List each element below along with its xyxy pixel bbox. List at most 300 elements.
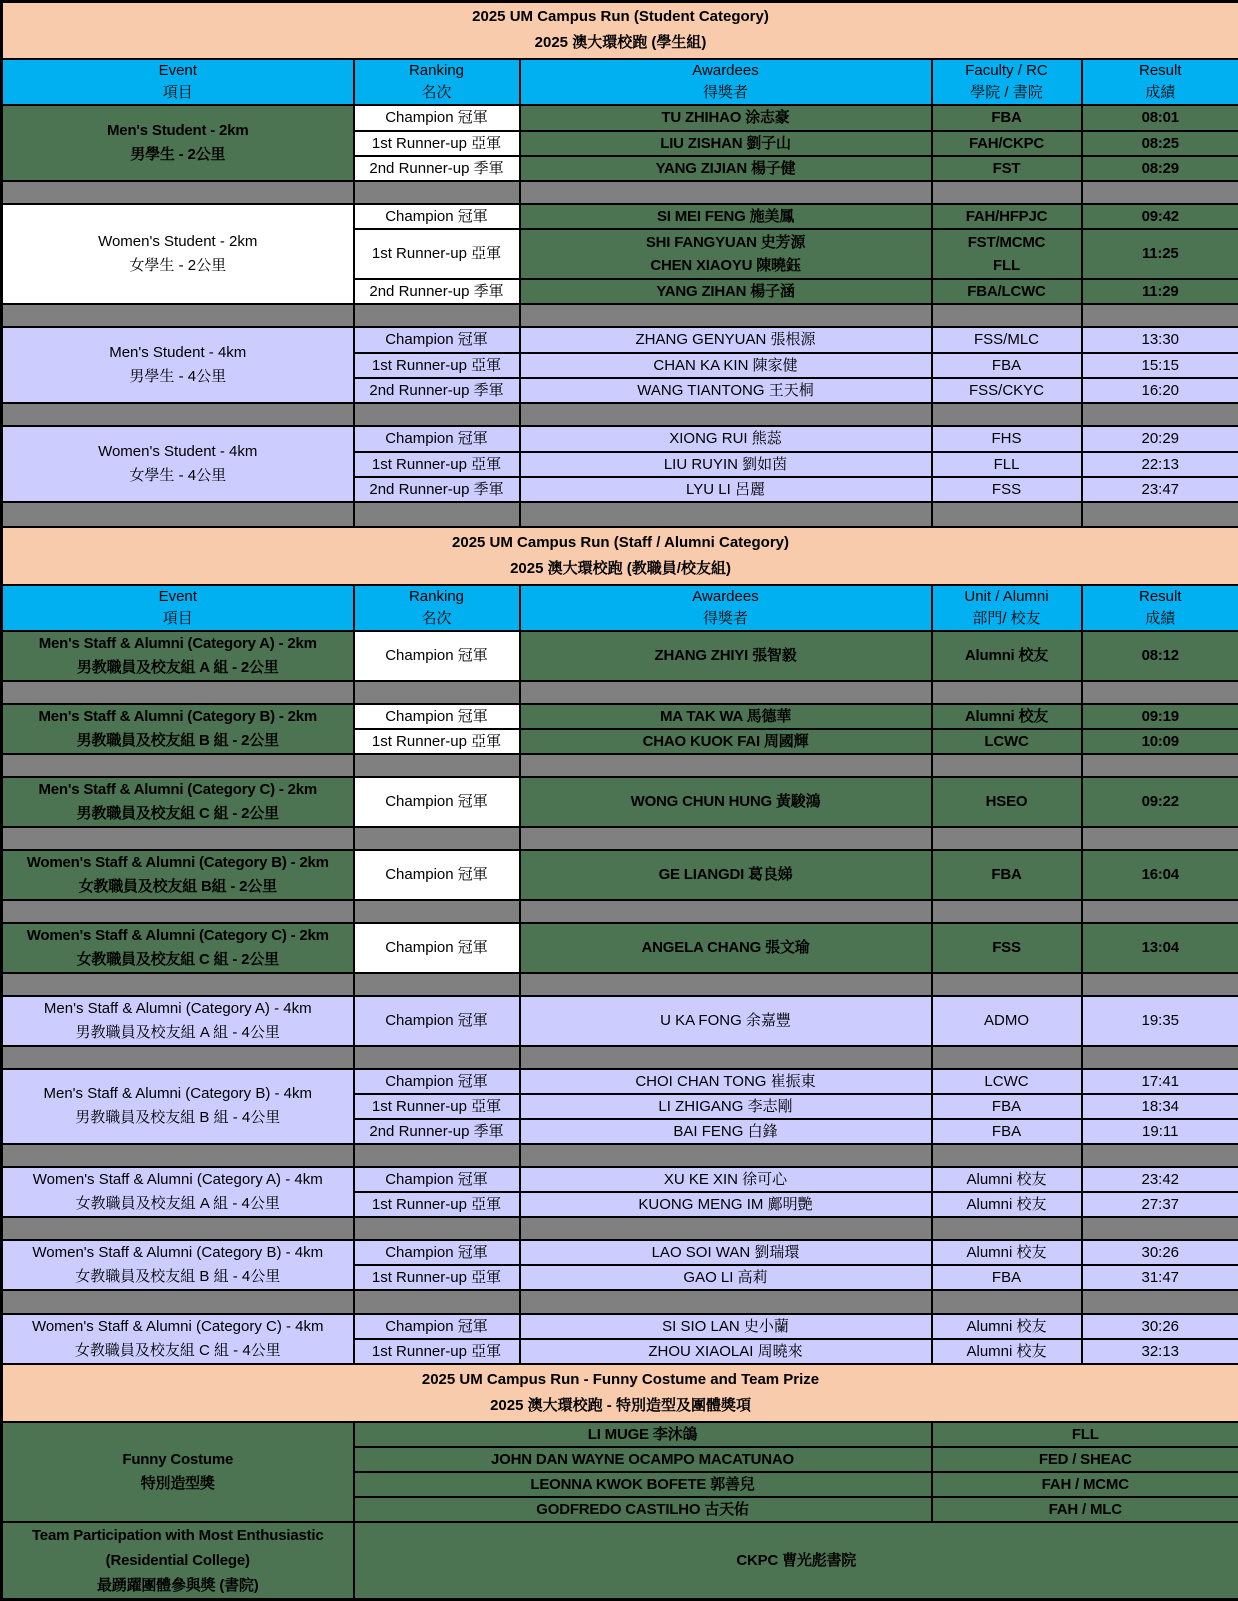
separator-cell: [2, 973, 354, 996]
awardee-cell-text: GAO LI 高莉: [521, 1266, 931, 1289]
ranking-cell-text: Champion 冠軍: [355, 205, 519, 228]
separator-cell: [1082, 973, 1238, 996]
result-cell-text: 22:13: [1083, 453, 1238, 476]
unit-cell: [932, 105, 1082, 131]
unit-cell-text: FBA: [933, 1120, 1081, 1143]
winner-cell: [354, 1522, 1238, 1600]
separator-cell: [2, 1046, 354, 1069]
unit-cell: [932, 1265, 1082, 1290]
result-cell-text: 31:47: [1083, 1266, 1238, 1289]
awardee-cell: [520, 1192, 932, 1217]
ranking-cell-text: 1st Runner-up 亞軍: [355, 132, 519, 155]
result-cell-text: 20:29: [1083, 427, 1238, 450]
column-header-result: [1082, 59, 1238, 105]
separator-cell: [520, 1046, 932, 1069]
separator-cell: [932, 1217, 1082, 1240]
event-cell-text: Funny Costume: [3, 1448, 353, 1472]
result-cell-text: 11:25: [1083, 242, 1238, 265]
ranking-cell: [354, 1119, 520, 1144]
event-cell-text: Men's Staff & Alumni (Category C) - 2km: [3, 778, 353, 802]
event-cell-text: 男教職員及校友組 B 組 - 2公里: [3, 729, 353, 753]
ranking-cell-text: Champion 冠軍: [355, 328, 519, 351]
unit-cell-text: FBA: [933, 863, 1081, 886]
awardee-cell: [520, 1094, 932, 1119]
ranking-cell-text: Champion 冠軍: [355, 1168, 519, 1191]
awardee-cell-text: WONG CHUN HUNG 黃駿鴻: [521, 790, 931, 813]
ranking-cell: [354, 426, 520, 452]
unit-cell: [932, 1192, 1082, 1217]
unit-cell-text: FBA: [933, 354, 1081, 377]
ranking-cell-text: 1st Runner-up 亞軍: [355, 1095, 519, 1118]
separator-cell: [520, 754, 932, 777]
result-cell-text: 08:12: [1083, 644, 1238, 667]
separator-cell: [520, 181, 932, 204]
awardee-cell: [520, 105, 932, 131]
ranking-cell-text: 1st Runner-up 亞軍: [355, 242, 519, 265]
separator-cell: [1082, 1290, 1238, 1314]
awardee-cell-text: ZHOU XIAOLAI 周曉來: [521, 1340, 931, 1363]
separator-cell: [520, 502, 932, 527]
result-cell-text: 19:11: [1083, 1120, 1238, 1143]
separator-cell: [1082, 754, 1238, 777]
ranking-cell: [354, 452, 520, 477]
awardee-cell: [520, 156, 932, 181]
ranking-cell: [354, 1094, 520, 1119]
awardee-cell: [520, 279, 932, 304]
unit-cell-text: Alumni 校友: [933, 1193, 1081, 1216]
unit-cell-text: Alumni 校友: [933, 644, 1081, 667]
separator-cell: [1082, 827, 1238, 850]
category-title-text: 2025 澳大環校跑 - 特別造型及團體獎項: [3, 1393, 1238, 1419]
column-header-unit-text: Faculty / RC: [933, 60, 1081, 82]
result-cell: [1082, 1265, 1238, 1290]
event-cell-text: 女教職員及校友組 A 組 - 4公里: [3, 1192, 353, 1216]
separator-cell: [2, 1144, 354, 1167]
separator-cell: [354, 1046, 520, 1069]
ranking-cell-text: 2nd Runner-up 季軍: [355, 157, 519, 180]
result-cell: [1082, 477, 1238, 502]
separator-row: [2, 1290, 1238, 1314]
unit-cell: [932, 1094, 1082, 1119]
event-cell: [2, 1522, 354, 1600]
ranking-cell-text: Champion 冠軍: [355, 1009, 519, 1032]
ranking-cell: [354, 156, 520, 181]
unit-cell-text: Alumni 校友: [933, 705, 1081, 728]
result-cell-text: 16:20: [1083, 379, 1238, 402]
ranking-cell-text: Champion 冠軍: [355, 863, 519, 886]
separator-row: [2, 403, 1238, 426]
separator-cell: [2, 900, 354, 923]
separator-row: [2, 900, 1238, 923]
category-title-text: 2025 澳大環校跑 (教職員/校友組): [3, 556, 1238, 582]
separator-cell: [2, 502, 354, 527]
event-cell-text: 女教職員及校友組 C 組 - 2公里: [3, 948, 353, 972]
unit-cell: [932, 704, 1082, 729]
column-header-awardees-text: Awardees: [521, 60, 931, 82]
ranking-cell: [354, 1240, 520, 1265]
unit-cell-text: FAH/HFPJC: [933, 205, 1081, 228]
awardee-cell-text: CHOI CHAN TONG 崔振東: [521, 1070, 931, 1093]
unit-cell: [932, 1339, 1082, 1364]
result-row: [2, 204, 1238, 229]
result-row: [2, 1240, 1238, 1265]
result-cell: [1082, 426, 1238, 452]
ranking-cell-text: Champion 冠軍: [355, 1315, 519, 1338]
separator-cell: [354, 1290, 520, 1314]
separator-cell: [520, 304, 932, 327]
column-header-row: [2, 585, 1238, 631]
column-header-ranking: [354, 59, 520, 105]
column-header-result-text: 成績: [1083, 608, 1238, 630]
awardee-cell-text: YANG ZIJIAN 楊子健: [521, 157, 931, 180]
awardee-cell-text: XU KE XIN 徐可心: [521, 1168, 931, 1191]
event-cell-text: Women's Staff & Alumni (Category A) - 4km: [3, 1168, 353, 1192]
awardee-cell: [520, 704, 932, 729]
separator-row: [2, 181, 1238, 204]
event-cell-text: Men's Staff & Alumni (Category B) - 2km: [3, 705, 353, 729]
separator-cell: [932, 181, 1082, 204]
unit-cell: [932, 1069, 1082, 1094]
unit-cell: [932, 378, 1082, 403]
awardee-cell-text: MA TAK WA 馬德華: [521, 705, 931, 728]
unit-cell: [932, 1119, 1082, 1144]
awardee-cell: [520, 426, 932, 452]
result-row: [2, 777, 1238, 827]
awardee-cell: [520, 452, 932, 477]
separator-row: [2, 1144, 1238, 1167]
unit-cell: [932, 1240, 1082, 1265]
result-row: [2, 327, 1238, 353]
awardee-cell-text: LYU LI 呂麗: [521, 478, 931, 501]
result-cell-text: 23:42: [1083, 1168, 1238, 1191]
separator-cell: [1082, 304, 1238, 327]
separator-row: [2, 1046, 1238, 1069]
result-row: [2, 1314, 1238, 1339]
event-cell: [2, 996, 354, 1046]
column-header-awardees: [520, 585, 932, 631]
result-cell-text: 30:26: [1083, 1241, 1238, 1264]
result-row: [2, 631, 1238, 681]
unit-cell-text: FLL: [933, 254, 1081, 277]
event-cell-text: 女學生 - 4公里: [3, 464, 353, 488]
event-cell-text: Men's Student - 4km: [3, 341, 353, 365]
ranking-cell: [354, 131, 520, 156]
column-header-ranking: [354, 585, 520, 631]
event-cell: [2, 105, 354, 181]
unit-cell-text: LCWC: [933, 1070, 1081, 1093]
event-cell-text: 男教職員及校友組 A 組 - 2公里: [3, 656, 353, 680]
result-cell: [1082, 1339, 1238, 1364]
ranking-cell: [354, 327, 520, 353]
awardee-cell-text: GE LIANGDI 葛良娣: [521, 863, 931, 886]
unit-cell-text: FED / SHEAC: [933, 1448, 1238, 1471]
awardee-cell-text: ZHANG GENYUAN 張根源: [521, 328, 931, 351]
event-cell-text: 女教職員及校友組 C 組 - 4公里: [3, 1339, 353, 1363]
column-header-unit-text: 部門/ 校友: [933, 608, 1081, 630]
result-cell: [1082, 156, 1238, 181]
result-cell-text: 27:37: [1083, 1193, 1238, 1216]
result-cell: [1082, 1167, 1238, 1192]
awardee-cell: [354, 1447, 932, 1472]
column-header-row: [2, 59, 1238, 105]
ranking-cell: [354, 1339, 520, 1364]
ranking-cell: [354, 1167, 520, 1192]
awardee-cell-text: ZHANG ZHIYI 張智毅: [521, 644, 931, 667]
result-cell: [1082, 850, 1238, 900]
unit-cell-text: FST/MCMC: [933, 231, 1081, 254]
separator-cell: [932, 304, 1082, 327]
result-row: [2, 105, 1238, 131]
awardee-cell: [520, 996, 932, 1046]
separator-cell: [520, 403, 932, 426]
separator-cell: [932, 973, 1082, 996]
unit-cell: [932, 156, 1082, 181]
result-cell-text: 19:35: [1083, 1009, 1238, 1032]
awardee-cell-text: GODFREDO CASTILHO 古天佑: [355, 1498, 931, 1521]
result-cell-text: 32:13: [1083, 1340, 1238, 1363]
awardee-cell-text: CHAN KA KIN 陳家健: [521, 354, 931, 377]
awardee-cell-text: U KA FONG 余嘉豐: [521, 1009, 931, 1032]
separator-cell: [520, 1144, 932, 1167]
ranking-cell: [354, 279, 520, 304]
separator-cell: [354, 754, 520, 777]
event-cell: [2, 1240, 354, 1290]
separator-cell: [354, 181, 520, 204]
separator-row: [2, 1217, 1238, 1240]
result-cell-text: 13:30: [1083, 328, 1238, 351]
separator-cell: [1082, 681, 1238, 704]
column-header-unit-text: 學院 / 書院: [933, 82, 1081, 104]
separator-row: [2, 827, 1238, 850]
ranking-cell: [354, 1265, 520, 1290]
separator-row: [2, 754, 1238, 777]
result-cell-text: 08:29: [1083, 157, 1238, 180]
result-cell: [1082, 1192, 1238, 1217]
result-cell: [1082, 105, 1238, 131]
awardee-cell-text: LI ZHIGANG 李志剛: [521, 1095, 931, 1118]
separator-cell: [1082, 181, 1238, 204]
unit-cell: [932, 850, 1082, 900]
event-cell-text: (Residential College): [3, 1548, 353, 1573]
awardee-cell: [520, 204, 932, 229]
result-cell-text: 30:26: [1083, 1315, 1238, 1338]
event-cell-text: 男學生 - 4公里: [3, 365, 353, 389]
awardee-cell: [520, 378, 932, 403]
awardee-cell: [520, 631, 932, 681]
category-title-text: 2025 UM Campus Run - Funny Costume and Team Prize: [3, 1367, 1238, 1393]
awardee-cell: [520, 131, 932, 156]
unit-cell-text: Alumni 校友: [933, 1315, 1081, 1338]
unit-cell: [932, 1472, 1238, 1497]
event-cell-text: Women's Staff & Alumni (Category B) - 2km: [3, 851, 353, 875]
event-cell-text: Men's Staff & Alumni (Category A) - 2km: [3, 632, 353, 656]
awardee-cell-text: LAO SOI WAN 劉瑞環: [521, 1241, 931, 1264]
ranking-cell-text: Champion 冠軍: [355, 644, 519, 667]
result-cell-text: 23:47: [1083, 478, 1238, 501]
column-header-ranking-text: Ranking: [355, 60, 519, 82]
awardee-cell-text: TU ZHIHAO 涂志豪: [521, 106, 931, 129]
column-header-awardees: [520, 59, 932, 105]
unit-cell: [932, 1497, 1238, 1522]
event-cell: [2, 631, 354, 681]
result-cell-text: 13:04: [1083, 936, 1238, 959]
ranking-cell: [354, 477, 520, 502]
awardee-cell-text: SI MEI FENG 施美鳳: [521, 205, 931, 228]
separator-cell: [932, 681, 1082, 704]
event-cell: [2, 850, 354, 900]
result-row: [2, 923, 1238, 973]
event-cell-text: 男教職員及校友組 B 組 - 4公里: [3, 1106, 353, 1130]
unit-cell-text: FHS: [933, 427, 1081, 450]
ranking-cell: [354, 777, 520, 827]
column-header-unit: [932, 585, 1082, 631]
awardee-cell: [520, 850, 932, 900]
ranking-cell-text: 2nd Runner-up 季軍: [355, 280, 519, 303]
team-prize-row: [2, 1522, 1238, 1600]
result-cell-text: 11:29: [1083, 280, 1238, 303]
unit-cell: [932, 729, 1082, 754]
separator-cell: [932, 1144, 1082, 1167]
result-cell-text: 09:19: [1083, 705, 1238, 728]
separator-cell: [932, 1046, 1082, 1069]
separator-cell: [1082, 1144, 1238, 1167]
event-cell-text: Men's Student - 2km: [3, 119, 353, 143]
result-cell: [1082, 1094, 1238, 1119]
awardee-cell-text: YANG ZIHAN 楊子涵: [521, 280, 931, 303]
ranking-cell: [354, 105, 520, 131]
awardee-cell: [520, 1069, 932, 1094]
awardee-cell: [520, 477, 932, 502]
result-row: [2, 426, 1238, 452]
separator-cell: [354, 973, 520, 996]
separator-cell: [2, 1290, 354, 1314]
separator-row: [2, 973, 1238, 996]
unit-cell: [932, 279, 1082, 304]
ranking-cell: [354, 923, 520, 973]
awardee-cell: [520, 1265, 932, 1290]
result-cell-text: 08:01: [1083, 106, 1238, 129]
column-header-event: [2, 585, 354, 631]
column-header-result-text: Result: [1083, 586, 1238, 608]
separator-cell: [932, 827, 1082, 850]
result-cell: [1082, 1314, 1238, 1339]
ranking-cell-text: 1st Runner-up 亞軍: [355, 354, 519, 377]
ranking-cell-text: Champion 冠軍: [355, 936, 519, 959]
ranking-cell: [354, 1192, 520, 1217]
column-header-awardees-text: Awardees: [521, 586, 931, 608]
event-cell-text: 男教職員及校友組 C 組 - 2公里: [3, 802, 353, 826]
event-cell-text: 女教職員及校友組 B組 - 2公里: [3, 875, 353, 899]
awardee-cell-text: XIONG RUI 熊蕊: [521, 427, 931, 450]
ranking-cell: [354, 378, 520, 403]
column-header-awardees-text: 得獎者: [521, 82, 931, 104]
separator-cell: [520, 681, 932, 704]
ranking-cell-text: Champion 冠軍: [355, 427, 519, 450]
ranking-cell-text: Champion 冠軍: [355, 1070, 519, 1093]
ranking-cell-text: Champion 冠軍: [355, 790, 519, 813]
ranking-cell: [354, 729, 520, 754]
awardee-cell: [354, 1497, 932, 1522]
ranking-cell: [354, 204, 520, 229]
event-cell: [2, 777, 354, 827]
separator-cell: [932, 403, 1082, 426]
result-cell: [1082, 996, 1238, 1046]
unit-cell-text: Alumni 校友: [933, 1168, 1081, 1191]
result-cell-text: 15:15: [1083, 354, 1238, 377]
awardee-cell-text: LIU RUYIN 劉如茵: [521, 453, 931, 476]
category-title-row: [2, 2, 1238, 59]
ranking-cell: [354, 1069, 520, 1094]
category-title-row: [2, 527, 1238, 585]
event-cell-text: Women's Staff & Alumni (Category C) - 4km: [3, 1315, 353, 1339]
result-cell: [1082, 1069, 1238, 1094]
category-title-row: [2, 1364, 1238, 1422]
separator-cell: [2, 1217, 354, 1240]
separator-cell: [354, 900, 520, 923]
unit-cell-text: FBA: [933, 106, 1081, 129]
unit-cell: [932, 631, 1082, 681]
column-header-result-text: Result: [1083, 60, 1238, 82]
event-cell-text: Team Participation with Most Enthusiastic: [3, 1523, 353, 1548]
separator-cell: [2, 754, 354, 777]
result-row: [2, 704, 1238, 729]
ranking-cell-text: Champion 冠軍: [355, 106, 519, 129]
result-cell: [1082, 729, 1238, 754]
result-cell: [1082, 631, 1238, 681]
awardee-cell-text: SI SIO LAN 史小蘭: [521, 1315, 931, 1338]
unit-cell-text: FSS/MLC: [933, 328, 1081, 351]
unit-cell-text: FSS: [933, 478, 1081, 501]
result-row: [2, 996, 1238, 1046]
ranking-cell: [354, 850, 520, 900]
event-cell-text: Men's Staff & Alumni (Category A) - 4km: [3, 997, 353, 1021]
column-header-awardees-text: 得獎者: [521, 608, 931, 630]
separator-cell: [932, 1290, 1082, 1314]
column-header-result: [1082, 585, 1238, 631]
result-cell: [1082, 229, 1238, 279]
unit-cell: [932, 996, 1082, 1046]
result-cell-text: 09:22: [1083, 790, 1238, 813]
result-cell: [1082, 279, 1238, 304]
ranking-cell-text: 1st Runner-up 亞軍: [355, 730, 519, 753]
event-cell: [2, 1069, 354, 1144]
separator-cell: [1082, 403, 1238, 426]
result-cell: [1082, 704, 1238, 729]
awardee-cell-text: ANGELA CHANG 張文瑜: [521, 936, 931, 959]
separator-cell: [354, 304, 520, 327]
separator-cell: [932, 502, 1082, 527]
unit-cell-text: FLL: [933, 453, 1081, 476]
awardee-cell-text: CHEN XIAOYU 陳曉鈺: [521, 254, 931, 277]
ranking-cell: [354, 1314, 520, 1339]
column-header-result-text: 成績: [1083, 82, 1238, 104]
separator-cell: [2, 304, 354, 327]
event-cell-text: Women's Student - 4km: [3, 440, 353, 464]
awardee-cell-text: BAI FENG 白鋒: [521, 1120, 931, 1143]
separator-cell: [932, 754, 1082, 777]
ranking-cell-text: 1st Runner-up 亞軍: [355, 453, 519, 476]
event-cell-text: Women's Student - 2km: [3, 230, 353, 254]
result-cell-text: 10:09: [1083, 730, 1238, 753]
event-cell-text: 最踴躍團體參與獎 (書院): [3, 1573, 353, 1598]
awardee-cell-text: SHI FANGYUAN 史芳源: [521, 231, 931, 254]
event-cell-text: 特別造型獎: [3, 1472, 353, 1496]
separator-cell: [520, 827, 932, 850]
awardee-cell: [520, 923, 932, 973]
result-cell: [1082, 204, 1238, 229]
event-cell-text: Women's Staff & Alumni (Category B) - 4km: [3, 1241, 353, 1265]
winner-cell-text: CKPC 曹光彪書院: [355, 1549, 1238, 1572]
